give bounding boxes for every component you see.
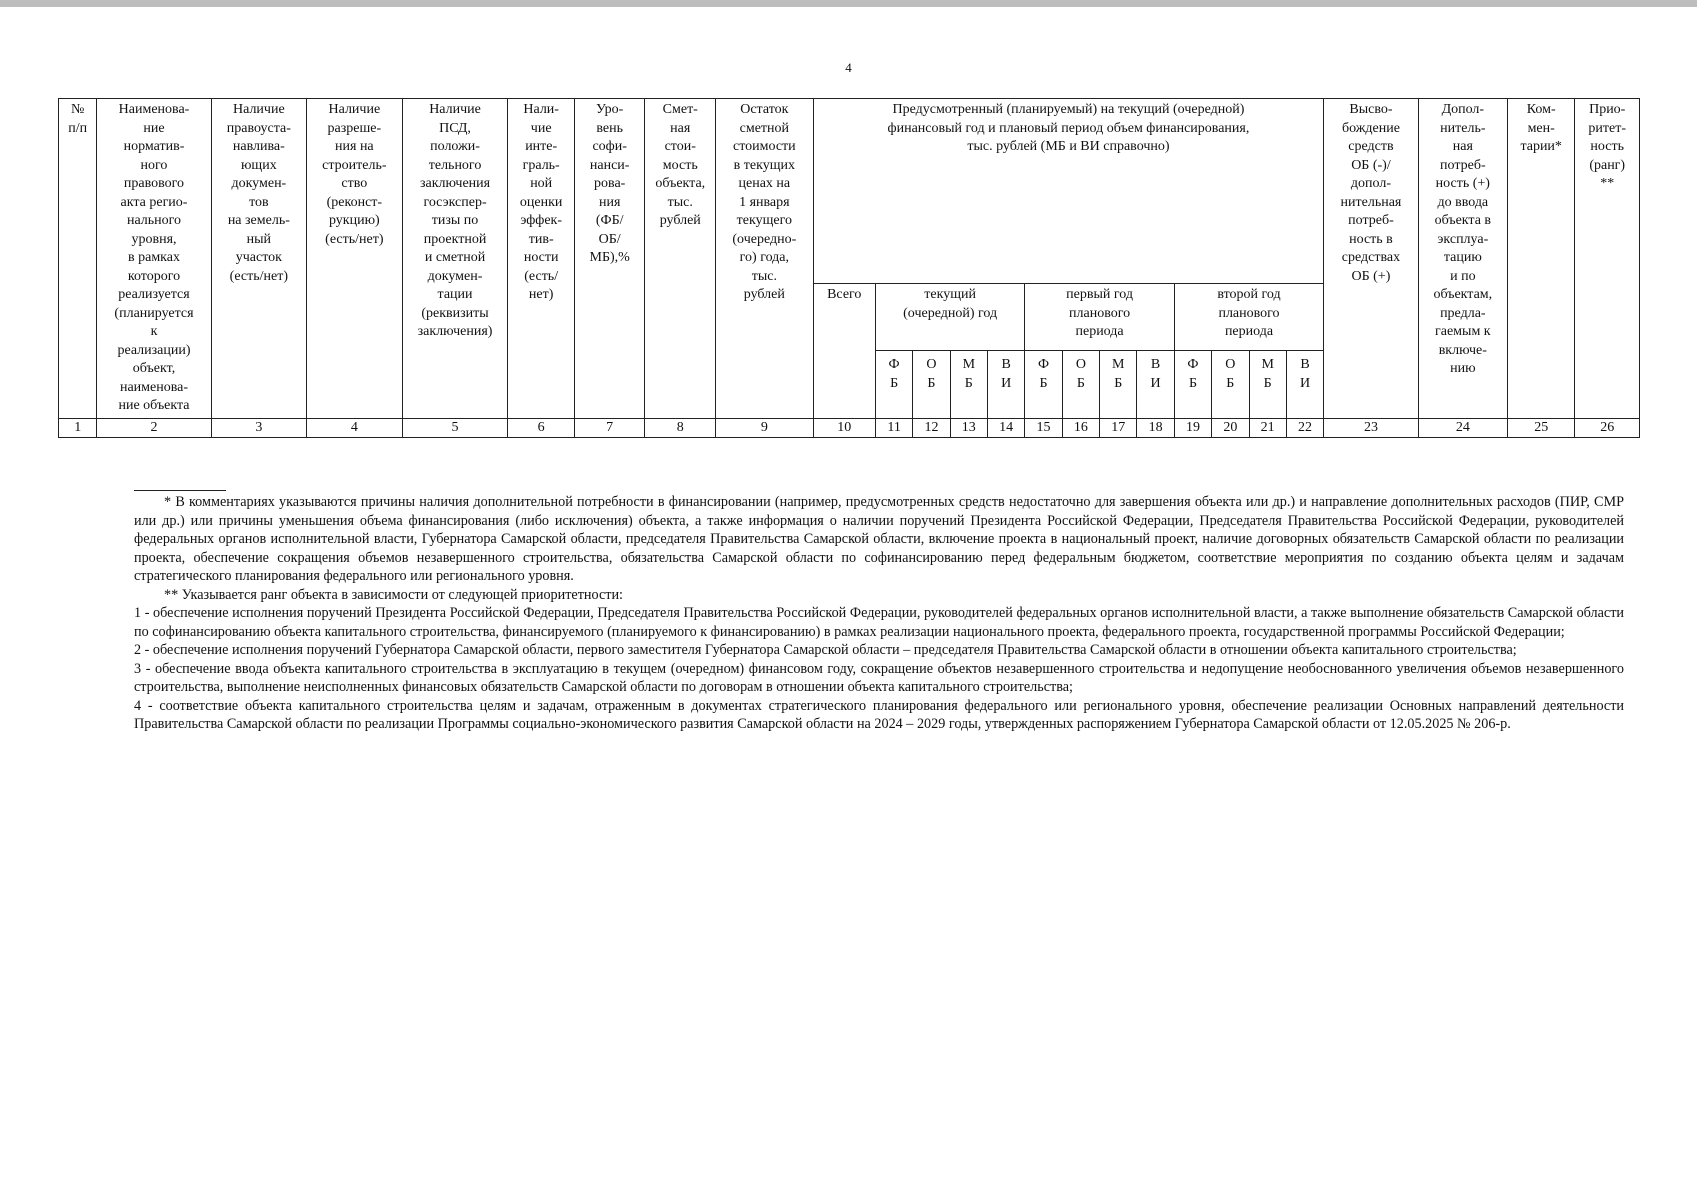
column-number: 6 <box>508 418 574 437</box>
column-number: 15 <box>1025 418 1062 437</box>
header-estimated-cost: Смет- ная стои- мость объекта, тыс. рублей <box>645 99 716 419</box>
subheader-mb-first: М Б <box>1100 350 1137 418</box>
column-number: 26 <box>1575 418 1640 437</box>
column-number: 11 <box>875 418 912 437</box>
footnote-rank-intro: ** Указывается ранг объекта в зависимости от следующей приоритетности: <box>164 586 623 603</box>
header-current-year: текущий (очередной) год <box>875 284 1024 351</box>
column-number: 7 <box>574 418 645 437</box>
subheader-ob-second: О Б <box>1212 350 1249 418</box>
column-number: 20 <box>1212 418 1249 437</box>
header-financing-group: Предусмотренный (планируемый) на текущий (очередной) финансовый год и плановый период объем финансирования, тыс. рублей (МБ и ВИ справочно) <box>813 99 1324 284</box>
column-number: 1 <box>59 418 97 437</box>
header-land-documents: Наличие правоуста- навлива- ющих докумен- тов на земель- ный участок (есть/нет) <box>211 99 307 419</box>
column-number: 10 <box>813 418 875 437</box>
rank-item-2: 2 - обеспечение исполнения поручений Губернатора Самарской области, первого заместителя Губернатора Самарской области – председателя Правительства Самарской области в отношении объекта капитального строительства; <box>134 642 1517 658</box>
page-number: 4 <box>845 60 852 75</box>
subheader-fb-second: Ф Б <box>1174 350 1211 418</box>
top-scan-band <box>0 0 1697 7</box>
subheader-fb-current: Ф Б <box>875 350 912 418</box>
footnotes <box>134 490 1624 734</box>
column-number: 25 <box>1507 418 1574 437</box>
header-number: № п/п <box>59 99 97 419</box>
column-number: 18 <box>1137 418 1174 437</box>
header-additional-need: Допол- нитель- ная потреб- ность (+) до ввода объекта в эксплуа- тацию и по объектам, предла- гаемым к включе- нию <box>1418 99 1507 419</box>
header-second-plan-year: второй год планового периода <box>1174 284 1323 351</box>
header-first-plan-year: первый год планового периода <box>1025 284 1174 351</box>
column-number: 17 <box>1100 418 1137 437</box>
column-number: 22 <box>1286 418 1323 437</box>
column-number-row <box>59 418 1640 437</box>
header-design-documentation: Наличие ПСД, положи- тельного заключения госэкспер- тизы по проектной и сметной докумен- тации (реквизиты заключения) <box>402 99 508 419</box>
column-number: 4 <box>307 418 403 437</box>
column-number: 19 <box>1174 418 1211 437</box>
column-number: 5 <box>402 418 508 437</box>
column-number: 13 <box>950 418 987 437</box>
header-cofinancing-level: Уро- вень софи- нанси- рова- ния (ФБ/ ОБ/ МБ),% <box>574 99 645 419</box>
header-efficiency-assessment: Нали- чие инте- граль- ной оценки эффек- тив- ности (есть/ нет) <box>508 99 574 419</box>
header-regulatory-act: Наименова- ние норматив- ного правового акта регио- нального уровня, в рамках которого реализуется (планируется к реализации) объект, наименова- ние объекта <box>97 99 211 419</box>
rank-item-4: 4 - соответствие объекта капитального строительства целям и задачам, отраженным в документах стратегического планирования федерального или регионального уровня, обеспечение реализации Основных направлений деятельности Правительства Самарской области по реализации Программы социально-экономического развития Самарской области на 2024 – 2029 годы, утвержденных распоряжением Губернатора Самарской области от 12.05.2025 № 206-р. <box>134 697 1624 732</box>
footnote-comments: * В комментариях указываются причины наличия дополнительной потребности в финансировании (например, предусмотренных средств недостаточно для завершения объекта или др.) и направление дополнительных расходов (ПИР, СМР или др.) или причины уменьшения объема финансирования (либо исключения) объекта, а также информация о наличии поручений Президента Российской Федерации, Председателя Правительства Российской Федерации, руководителей федеральных органов исполнительной власти, Губернатора Самарской области, председателя Правительства Самарской области, включение проекта в национальный проект, наличие договорных обязательств Самарской области по реализации проекта, обеспечение сокращения объемов незавершенного строительства, обязательства Самарской области по софинансированию перед федеральным бюджетом, соответствие мероприятия по созданию объекта целям и задачам стратегического планирования федерального или регионального уровня. <box>134 494 1624 584</box>
subheader-ob-current: О Б <box>913 350 950 418</box>
column-number: 16 <box>1062 418 1099 437</box>
subheader-vi-current: В И <box>987 350 1024 418</box>
header-comments: Ком- мен- тарии* <box>1507 99 1574 419</box>
header-remaining-cost: Остаток сметной стоимости в текущих ценах на 1 января текущего (очередно- го) года, тыс. рублей <box>716 99 814 419</box>
rank-item-3: 3 - обеспечение ввода объекта капитального строительства в эксплуатацию в текущем (очередном) финансовом году, сокращение объектов незавершенного строительства и недопущение необоснованного увеличения объемов незавершенного строительства, выполнение неисполненных финансовых обязательств Самарской области по договорам в отношении объекта капитального строительства; <box>134 660 1624 695</box>
footnote-separator <box>134 490 226 491</box>
subheader-vi-first: В И <box>1137 350 1174 418</box>
column-number: 8 <box>645 418 716 437</box>
subheader-vi-second: В И <box>1286 350 1323 418</box>
column-number: 14 <box>987 418 1024 437</box>
column-number: 24 <box>1418 418 1507 437</box>
financing-table <box>58 98 1640 438</box>
header-funds-release: Высво- бождение средств ОБ (-)/ допол- нительная потреб- ность в средствах ОБ (+) <box>1324 99 1418 419</box>
column-number: 21 <box>1249 418 1286 437</box>
column-number: 12 <box>913 418 950 437</box>
column-number: 3 <box>211 418 307 437</box>
subheader-mb-current: М Б <box>950 350 987 418</box>
subheader-mb-second: М Б <box>1249 350 1286 418</box>
header-total: Всего <box>813 284 875 419</box>
subheader-fb-first: Ф Б <box>1025 350 1062 418</box>
header-construction-permit: Наличие разреше- ния на строитель- ство (реконст- рукцию) (есть/нет) <box>307 99 403 419</box>
header-priority-rank: Прио- ритет- ность (ранг) ** <box>1575 99 1640 419</box>
column-number: 9 <box>716 418 814 437</box>
rank-item-1: 1 - обеспечение исполнения поручений Президента Российской Федерации, Председателя Правительства Российской Федерации, руководителей федеральных органов исполнительной власти, а также выполнение обязательств Самарской области по софинансированию объекта капитального строительства, финансируемого (планируемого к финансированию) в рамках реализации национального проекта, федерального проекта, государственной программы Российской Федерации; <box>134 605 1624 640</box>
column-number: 23 <box>1324 418 1418 437</box>
subheader-ob-first: О Б <box>1062 350 1099 418</box>
column-number: 2 <box>97 418 211 437</box>
